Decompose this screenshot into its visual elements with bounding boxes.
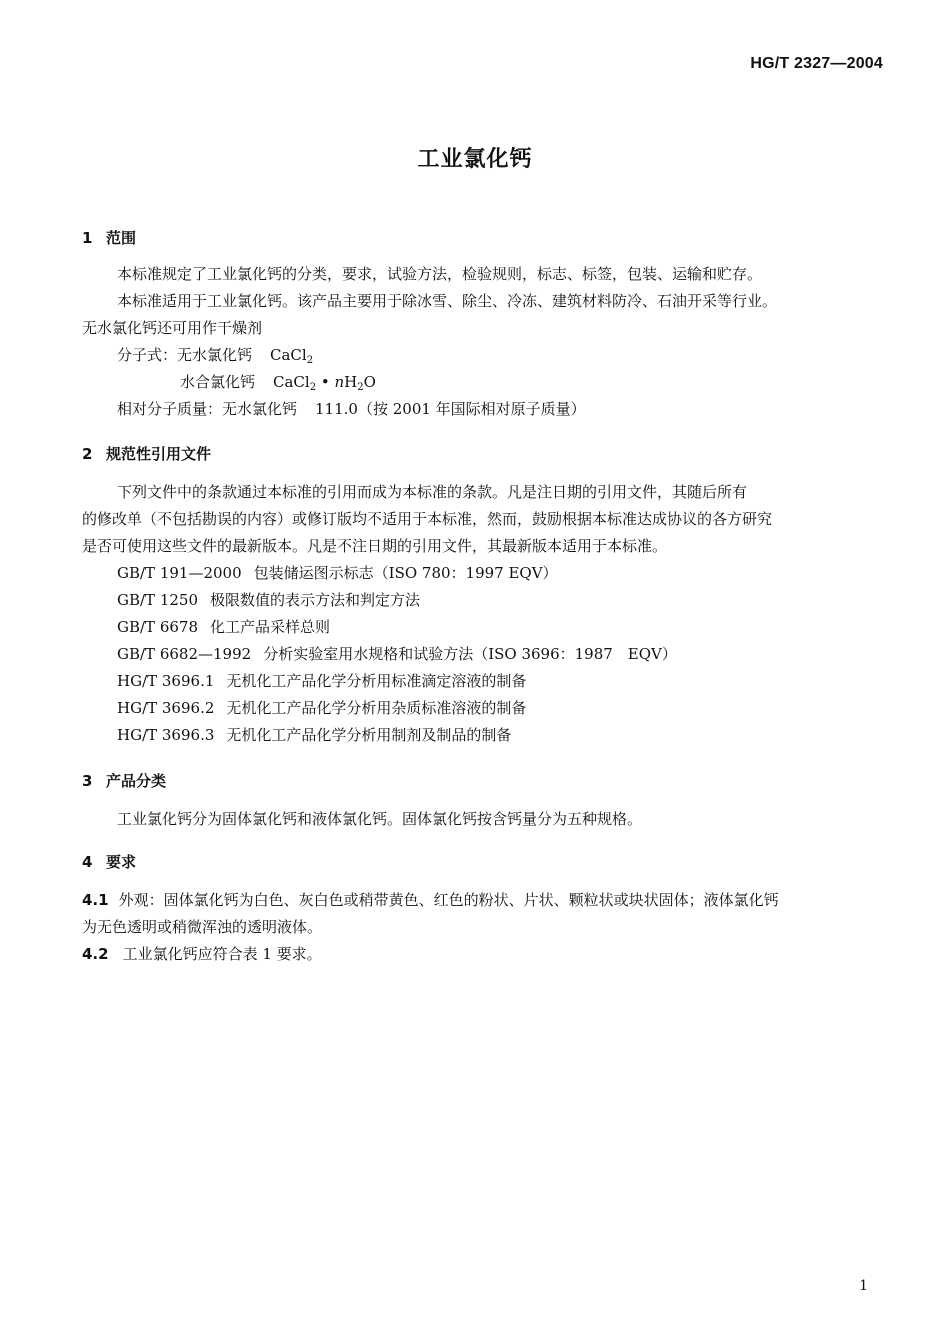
subsection-number: 4.2 (82, 945, 109, 963)
formula-hydrate-line (180, 375, 376, 393)
scope-paragraph-1: 本标准规定了工业氯化钙的分类，要求，试验方法，检验规则，标志、标签，包装、运输和贮存。 (117, 265, 763, 283)
reference-item (117, 674, 526, 689)
reference-item (117, 647, 677, 662)
reference-item (117, 701, 526, 716)
reference-title: 极限数值的表示方法和判定方法 (210, 591, 421, 609)
requirement-4-1-line-1 (82, 893, 779, 908)
formula-hydrate-label: 水合氯化钙 (180, 373, 256, 391)
section-title: 产品分类 (106, 772, 167, 790)
reference-title: 化工产品采样总则 (210, 618, 331, 636)
reference-title: 无机化工产品化学分析用杂质标准溶液的制备 (226, 699, 527, 717)
reference-title: 包装储运图示标志（ISO 780：1997 EQV） (253, 564, 558, 582)
molecular-mass-line (117, 402, 586, 417)
requirement-text: 外观：固体氯化钙为白色、灰白色或稍带黄色、红色的粉状、片状、颗粒状或块状固体；液体氯化钙 (118, 891, 779, 909)
reference-code: HG/T 3696.1 (117, 672, 215, 690)
document-title: 工业氯化钙 (417, 147, 533, 172)
section-heading-requirements (82, 851, 136, 872)
section-heading-references (82, 443, 211, 464)
reference-item (117, 566, 558, 581)
section-heading-classification (82, 770, 166, 791)
formula-label: 分子式：无水氯化钙 (117, 346, 253, 364)
requirement-text: 工业氯化钙应符合表 1 要求。 (122, 945, 322, 963)
requirement-4-2 (82, 947, 322, 962)
formula-anhydrous-line (117, 348, 313, 366)
reference-code: GB/T 6678 (117, 618, 199, 636)
scope-paragraph-2-line-1: 本标准适用于工业氯化钙。该产品主要用于除冰雪、除尘、冷冻、建筑材料防冷、石油开采等行业。 (117, 292, 778, 310)
section-heading-scope (82, 227, 136, 248)
page-number: 1 (859, 1278, 868, 1294)
subsection-number: 4.1 (82, 891, 109, 909)
reference-code: HG/T 3696.3 (117, 726, 215, 744)
reference-code: GB/T 6682—1992 (117, 645, 252, 663)
references-paragraph-line-3: 是否可使用这些文件的最新版本。凡是不注日期的引用文件，其最新版本适用于本标准。 (82, 537, 668, 555)
formula-hydrate: CaCl$_2$ • $nH_2O$ (273, 373, 376, 393)
section-number: 1 (82, 229, 93, 247)
scope-paragraph-2-line-2: 无水氯化钙还可用作干燥剂 (82, 319, 263, 337)
reference-title: 分析实验室用水规格和试验方法（ISO 3696：1987 EQV） (263, 645, 677, 663)
reference-item (117, 593, 420, 608)
section-number: 4 (82, 853, 93, 871)
reference-code: GB/T 191—2000 (117, 564, 242, 582)
reference-code: GB/T 1250 (117, 591, 199, 609)
formula-anhydrous: CaCl$_2$ (270, 346, 314, 366)
reference-item (117, 620, 330, 635)
section-title: 范围 (106, 229, 137, 247)
requirement-4-1-line-2: 为无色透明或稍微浑浊的透明液体。 (82, 918, 323, 936)
section-title: 规范性引用文件 (106, 445, 212, 463)
section-number: 3 (82, 772, 93, 790)
classification-paragraph: 工业氯化钙分为固体氯化钙和液体氯化钙。固体氯化钙按含钙量分为五种规格。 (117, 810, 643, 828)
references-paragraph-line-1: 下列文件中的条款通过本标准的引用而成为本标准的条款。凡是注日期的引用文件，其随后所有 (117, 483, 748, 501)
section-title: 要求 (106, 853, 137, 871)
reference-title: 无机化工产品化学分析用标准滴定溶液的制备 (226, 672, 527, 690)
reference-code: HG/T 3696.2 (117, 699, 215, 717)
references-paragraph-line-2: 的修改单（不包括勘误的内容）或修订版均不适用于本标准，然而，鼓励根据本标准达成协议的各方研究 (82, 510, 773, 528)
page-header-doc-number: HG/T 2327—2004 (750, 55, 883, 72)
mass-value: 111.0（按 2001 年国际相对原子质量） (315, 400, 586, 418)
mass-label: 相对分子质量：无水氯化钙 (117, 400, 298, 418)
reference-item (117, 728, 511, 743)
reference-title: 无机化工产品化学分析用制剂及制品的制备 (226, 726, 512, 744)
section-number: 2 (82, 445, 93, 463)
